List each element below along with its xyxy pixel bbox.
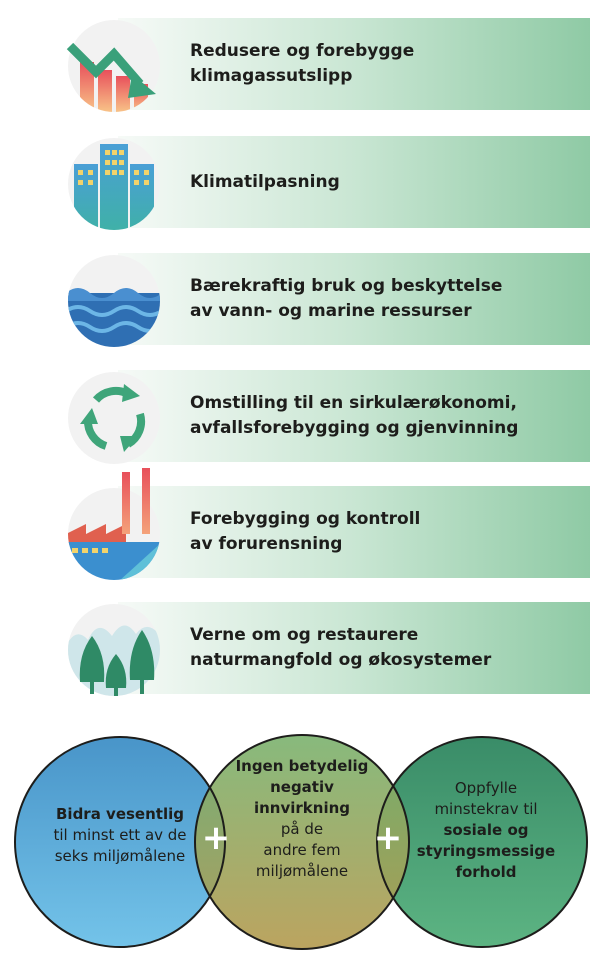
goal-label [190, 602, 530, 694]
goal-label-line1: Redusere og forebygge [190, 41, 415, 61]
goal-biodiversity [66, 602, 526, 694]
goal-circular-economy [66, 370, 526, 462]
goal-label-line1: Omstilling til en sirkulærøkonomi, [190, 393, 517, 413]
venn-plus-left: + [201, 818, 231, 858]
goal-label-line2: av vann- og marine ressurser [190, 301, 472, 321]
goal-label-line1: Forebygging og kontroll [190, 509, 421, 529]
venn-plus-right: + [373, 818, 403, 858]
goal-label-line2: av forurensning [190, 534, 343, 554]
venn-left-line2: seks miljømålene [54, 847, 186, 865]
venn-middle-text [222, 756, 382, 882]
goal-label-line1: Bærekraftig bruk og beskyttelse [190, 276, 503, 296]
venn-middle-bold1: Ingen betydelig [235, 757, 369, 775]
goal-label-line1: Klimatilpasning [190, 171, 340, 192]
goal-label [190, 486, 530, 578]
goal-label [190, 136, 530, 228]
declining-chart-icon [66, 18, 162, 114]
recycle-arrows-icon [66, 370, 162, 466]
trees-icon [66, 602, 162, 698]
goal-label-line2: avfallsforebygging og gjenvinning [190, 418, 519, 438]
goal-label [190, 18, 530, 110]
venn-middle-line2: andre fem [263, 841, 341, 859]
goal-label [190, 370, 530, 462]
goal-label [190, 253, 530, 345]
venn-middle-bold2: negativ [270, 778, 334, 796]
buildings-icon [66, 136, 162, 232]
goal-pollution-control [66, 486, 526, 578]
venn-middle-bold3: innvirkning [253, 799, 351, 817]
venn-right-bold2: styringsmessige [416, 842, 556, 860]
venn-middle-line1: på de [280, 820, 324, 838]
venn-left-line1: til minst ett av de [53, 826, 187, 844]
factory-icon [66, 486, 162, 582]
criteria-venn-diagram [0, 720, 600, 965]
venn-right-text [406, 778, 566, 883]
venn-right-bold1: sosiale og [443, 821, 529, 839]
goal-label-line2: naturmangfold og økosystemer [190, 650, 492, 670]
venn-left-bold: Bidra vesentlig [56, 805, 184, 823]
venn-right-bold3: forhold [455, 863, 517, 881]
goal-climate-adaptation [66, 136, 526, 228]
goal-climate-mitigation [66, 18, 526, 110]
venn-right-line2: minstekrav til [434, 800, 538, 818]
venn-right-line1: Oppfylle [454, 779, 518, 797]
goal-label-line1: Verne om og restaurere [190, 625, 419, 645]
goal-label-line2: klimagassutslipp [190, 66, 353, 86]
venn-left-text [40, 804, 200, 867]
waves-icon [66, 253, 162, 349]
goal-water-resources [66, 253, 526, 345]
venn-middle-line3: miljømålene [255, 862, 349, 880]
